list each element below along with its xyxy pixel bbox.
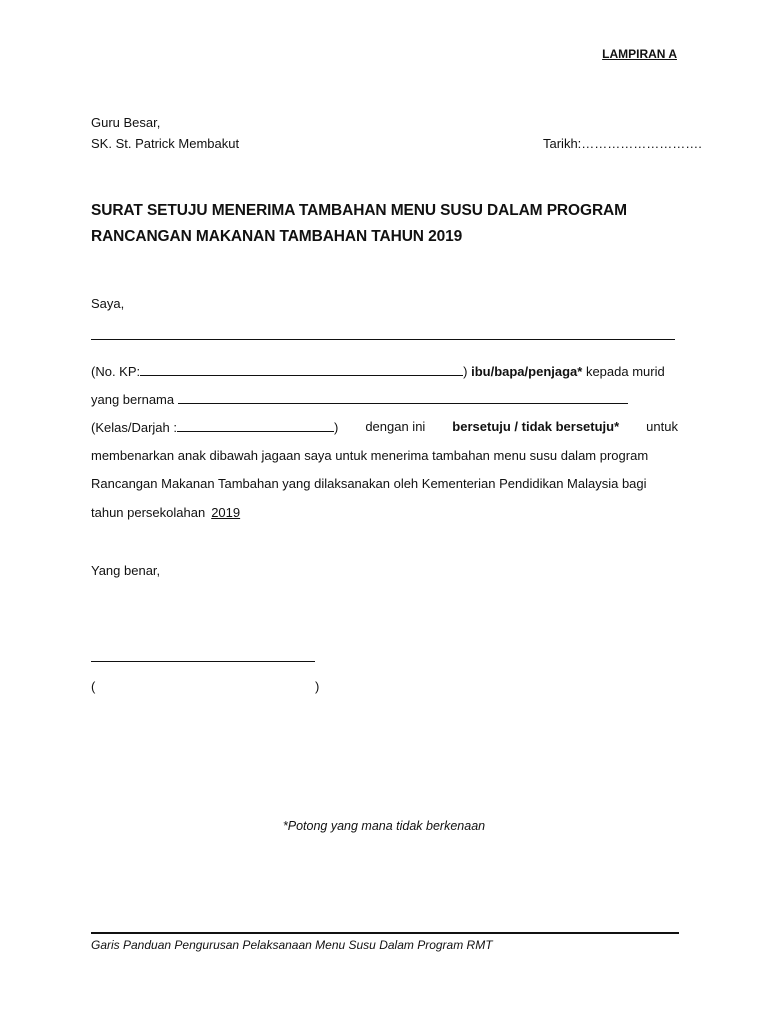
- ic-number-blank: [140, 363, 463, 376]
- kepada-murid-text: kepada murid: [582, 364, 665, 379]
- footnote: *Potong yang mana tidak berkenaan: [282, 819, 486, 833]
- signature-name-open-paren: (: [91, 679, 96, 694]
- student-name-label: yang bernama: [91, 392, 178, 407]
- closing-yang-benar: Yang benar,: [91, 563, 161, 578]
- student-name-blank: [178, 391, 628, 404]
- dengan-ini-text: dengan ini: [365, 419, 426, 434]
- parent-options: ibu/bapa/penjaga*: [471, 364, 583, 379]
- body-line-6: [91, 505, 678, 520]
- signature-name-close-paren: ): [315, 679, 320, 694]
- salutation-saya: Saya,: [91, 296, 125, 311]
- class-close-paren: ): [333, 420, 339, 435]
- ic-number-line: [91, 363, 678, 379]
- untuk-text: untuk: [646, 419, 678, 434]
- consent-options: bersetuju / tidak bersetuju*: [452, 419, 620, 434]
- date-field: Tarikh:……………………….: [543, 136, 702, 151]
- body-line-5: Rancangan Makanan Tambahan yang dilaksanakan oleh Kementerian Pendidikan Malaysia bagi: [91, 476, 647, 491]
- name-blank-line: [91, 339, 675, 340]
- ic-close-paren: ): [463, 364, 468, 379]
- recipient-title: Guru Besar,: [91, 115, 161, 130]
- footer-divider: [91, 932, 679, 934]
- letter-title-line1: SURAT SETUJU MENERIMA TAMBAHAN MENU SUSU DALAM PROGRAM: [91, 202, 627, 219]
- class-label: (Kelas/Darjah :: [91, 420, 177, 435]
- letter-title-line2: RANCANGAN MAKANAN TAMBAHAN TAHUN 2019: [91, 228, 463, 245]
- school-year: 2019: [211, 505, 241, 520]
- student-name-line: [91, 391, 678, 407]
- body-line-4: membenarkan anak dibawah jagaan saya untuk menerima tambahan menu susu dalam program: [91, 448, 649, 463]
- ic-label: (No. KP:: [91, 364, 141, 379]
- class-consent-line: [91, 419, 678, 435]
- recipient-school: SK. St. Patrick Membakut: [91, 136, 240, 151]
- school-year-label: tahun persekolahan: [91, 505, 206, 520]
- class-blank: [177, 419, 334, 432]
- signature-line: [91, 661, 315, 662]
- appendix-label: LAMPIRAN A: [602, 47, 677, 61]
- footer-text: Garis Panduan Pengurusan Pelaksanaan Menu Susu Dalam Program RMT: [91, 938, 493, 952]
